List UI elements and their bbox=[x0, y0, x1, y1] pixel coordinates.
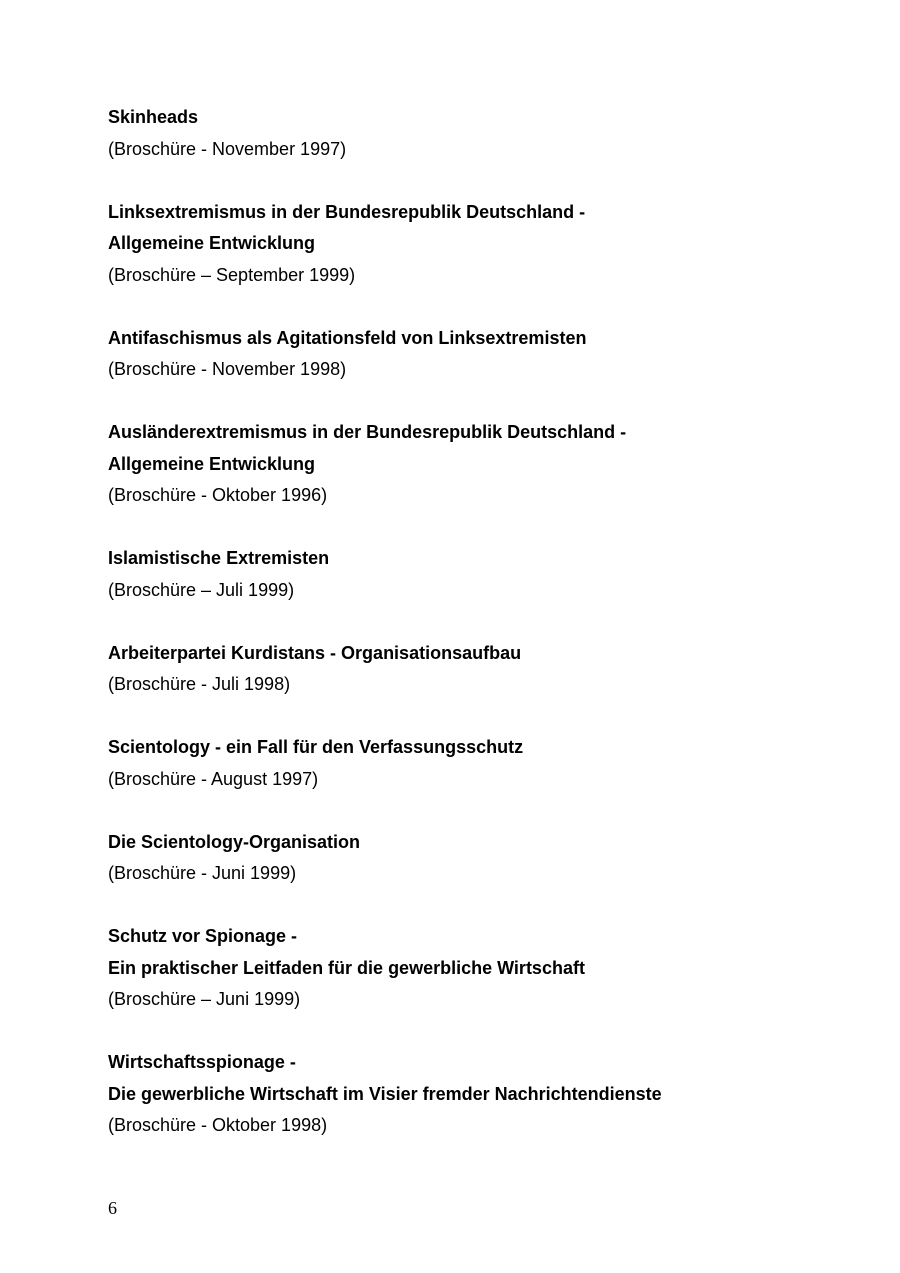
publication-title-continued: Die gewerbliche Wirtschaft im Visier fremder Nachrichtendienste bbox=[108, 1083, 662, 1104]
publication-entry bbox=[108, 417, 848, 512]
publication-info: (Broschüre – Juni 1999) bbox=[108, 989, 301, 1009]
publication-title: Arbeiterpartei Kurdistans - Organisationsaufbau bbox=[108, 642, 522, 663]
publication-title: Islamistische Extremisten bbox=[108, 548, 330, 568]
publication-entry bbox=[108, 323, 848, 386]
publication-title-continued: Allgemeine Entwicklung bbox=[108, 233, 316, 253]
publication-title-continued: Ein praktischer Leitfaden für die gewerbliche Wirtschaft bbox=[108, 957, 585, 978]
publication-title: Wirtschaftsspionage - bbox=[108, 1052, 296, 1072]
publication-entry bbox=[108, 732, 848, 795]
publication-title: Schutz vor Spionage - bbox=[108, 926, 298, 946]
publication-title: Die Scientology-Organisation bbox=[108, 831, 361, 852]
publication-entry bbox=[108, 1047, 848, 1142]
publication-entry bbox=[108, 921, 848, 1016]
publication-info: (Broschüre - Juni 1999) bbox=[108, 863, 297, 883]
publication-info: (Broschüre - Juli 1998) bbox=[108, 674, 291, 694]
publication-entry bbox=[108, 102, 848, 165]
publication-info: (Broschüre – September 1999) bbox=[108, 264, 356, 285]
publication-title: Antifaschismus als Agitationsfeld von Linksextremisten bbox=[108, 327, 587, 348]
publication-title: Skinheads bbox=[108, 107, 199, 127]
publication-info: (Broschüre - August 1997) bbox=[108, 768, 319, 789]
publication-entry bbox=[108, 197, 848, 292]
publication-title: Scientology - ein Fall für den Verfassungsschutz bbox=[108, 737, 524, 757]
publication-title: Linksextremismus in der Bundesrepublik Deutschland - bbox=[108, 201, 586, 222]
publication-entry bbox=[108, 827, 848, 890]
publication-info: (Broschüre - November 1998) bbox=[108, 359, 347, 379]
publication-entry bbox=[108, 638, 848, 701]
publication-info: (Broschüre – Juli 1999) bbox=[108, 579, 295, 600]
publication-title-continued: Allgemeine Entwicklung bbox=[108, 453, 316, 474]
publication-title: Ausländerextremismus in der Bundesrepublik Deutschland - bbox=[108, 422, 627, 442]
publication-list bbox=[108, 102, 848, 1173]
publication-info: (Broschüre - November 1997) bbox=[108, 138, 347, 159]
publication-info: (Broschüre - Oktober 1998) bbox=[108, 1115, 328, 1135]
publication-info: (Broschüre - Oktober 1996) bbox=[108, 485, 328, 505]
page-number: 6 bbox=[108, 1198, 117, 1218]
publication-entry bbox=[108, 543, 848, 606]
